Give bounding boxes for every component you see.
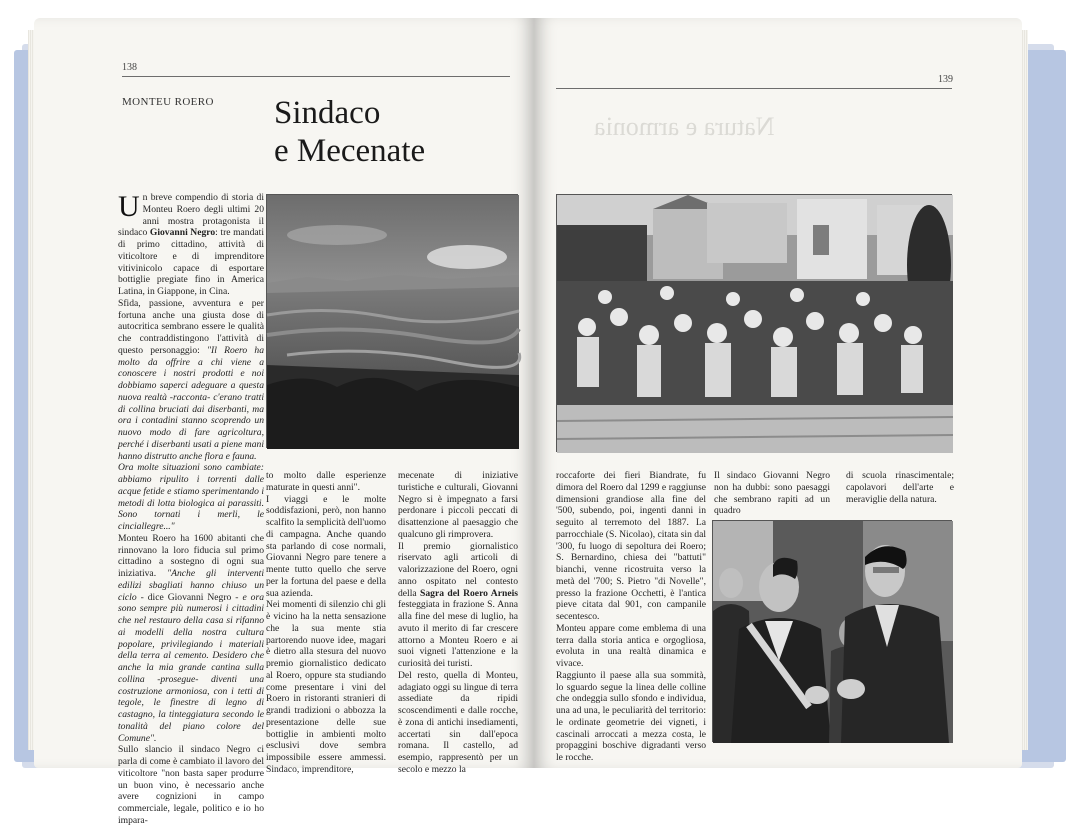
paragraph: Nei momenti di silenzio chi gli è vicino ha la netta sensazione che la sua mente stia partorendo nuove idee, magari è dietro alla stesura del nuovo premio giornalistico dedicato al Roero, oppure sta studiando come presentare i vini del Roero in ristoranti stranieri di grandi tradizioni o abbozza la presentazione delle sue bottiglie in ambienti molto esclusivi dove sembra impossibile essere ammessi. Sindaco, imprenditore, <box>266 599 386 775</box>
text-column-right-1 <box>556 470 706 762</box>
paragraph: Del resto, quella di Monteu, adagiato oggi su lingue di terra assediate da ripidi scoscendimenti e dalle rocche, è zona di antichi insediamenti, accertati sin dall'epoca romana. Il castello, ad esempio, rappresentò per un secolo e mezzo la <box>398 669 518 775</box>
right-page <box>534 18 1022 768</box>
paragraph: Il sindaco Giovanni Negro non ha dubbi: sono paesaggi che sembrano rapiti ad un quadro <box>714 470 830 517</box>
paragraph: Raggiunto il paese alla sua sommità, lo sguardo segue la linea delle colline che ondeggia sullo sfondo e individua, una ad una, le peculiarità del territorio: le ordinate geometrie dei vigneti, i cascinali arroccati a mezza costa, le propaggini boschive digradanti verso le rocche. <box>556 669 706 763</box>
paragraph <box>118 298 264 463</box>
crowd-photo <box>556 194 952 452</box>
drop-cap: U <box>118 190 140 223</box>
text-span: - dice Giovanni Negro - <box>136 591 243 603</box>
quote-span: "Anche gli interventi edilizi sbagliati hanno chiuso un ciclo <box>118 568 265 603</box>
quote-span: "Il Roero ha molto da offrire a chi viene a conoscere i nostri prodotti e noi dobbiamo saperci adeguare a questa nuova realtà -racconta- c'erano tratti di collina bruciati dai diserbanti, ma ora i contadini stanno scoprendo un nuovo modo di fare agricoltura, perché i diserbanti usati a piene mani hanno distrutto anche flora e fauna. <box>118 344 264 462</box>
paragraph: mecenate di iniziative turistiche e culturali, Giovanni Negro si è impegnato a farsi perdonare i piccoli peccati di disattenzione al paesaggio che qualcuno gli rimprovera. <box>398 470 518 540</box>
title-line-1: Sindaco <box>274 95 381 131</box>
text-span: Il premio giornalistico riservato agli articoli di valorizzazione del Roero, ogni anno ospitato nel contesto della <box>398 540 518 599</box>
text-column-3 <box>398 470 518 775</box>
text-span: Sfida, passione, avventura e per fortuna anche una giusta dose di autocritica sembrano essere le qualità che contraddistingono l'attività di questo personaggio: <box>118 297 264 356</box>
paragraph: Ora molte situazioni sono cambiate: abbiamo ripulito i torrenti dalle acque fetide e stiamo sperimentando i metodi di lotta biologica ai parassiti. Sono tornati i merli, le cinciallegre..." <box>118 462 264 532</box>
crowd-illustration <box>557 195 953 453</box>
paragraph: di scuola rinascimentale; capolavori dell'arte e meraviglie della natura. <box>846 470 954 505</box>
paragraph: roccaforte dei fieri Biandrate, fu dimora del Roero dal 1299 e raggiunse dimensioni grandiose alla fine del '500, subendo, poi, ingenti danni in seguito al terremoto del 1887. La parrocchiale (S. Nicolao), citata sin dal '300, fu luogo di sepoltura dei Roero; S. Bernardino, chiesa dei "battuti" bianchi, venne ricostruita verso la metà del '700; S. Pietro "di Novelle", presso la frazione Occhetti, è l'antica pieve citata dal 901, con campanile secentesco. <box>556 470 706 622</box>
header-rule-left <box>122 76 510 77</box>
paragraph <box>398 541 518 670</box>
running-head: MONTEU ROERO <box>122 96 214 108</box>
text-span: Monteu Roero ha 1600 abitanti che rinnovano la loro fiducia sul primo cittadino a sostegno di ogni sua iniziativa. <box>118 532 264 579</box>
text-column-2 <box>266 470 386 775</box>
article-title <box>274 94 425 170</box>
men-illustration <box>713 521 953 743</box>
mayor-photo <box>712 520 952 742</box>
page-number-left: 138 <box>122 62 137 73</box>
title-line-2: e Mecenate <box>274 133 426 169</box>
paragraph: to molto dalle esperienze maturate in questi anni". <box>266 470 386 493</box>
text-column-1 <box>118 190 265 826</box>
mayor-name: Giovanni Negro <box>149 227 216 239</box>
text-span: n breve compendio di storia di Monteu Roero degli ultimi 20 anni mostra protagonista il sindaco <box>118 192 264 239</box>
paragraph <box>118 533 264 745</box>
text-column-right-3 <box>846 470 954 522</box>
landscape-photo <box>266 194 518 448</box>
header-rule-right <box>556 88 952 89</box>
event-name: Sagra del Roero Arneis <box>420 587 518 599</box>
text-span: : tre mandati di primo cittadino, attività di viticoltore e di imprenditore vitivinicolo capace di esportare bottiglie pregiate fino in America Latina, in Giappone, in Cina. <box>118 227 264 297</box>
left-page <box>34 18 534 826</box>
paragraph <box>118 192 264 298</box>
paragraph: I viaggi e le molte soddisfazioni, però, non hanno scalfito la semplicità dell'uomo di campagna. Anche quando sta parlando di cose normali, Giovanni Negro pare tenere a mente tutto quello che serve per la fortuna del paese e della sua azienda. <box>266 493 386 599</box>
paragraph: Monteu appare come emblema di una terra dalla storia antica e orgogliosa, evoluta in una realtà dinamica e vivace. <box>556 622 706 669</box>
page-number-right: 139 <box>938 74 953 85</box>
text-column-right-2 <box>714 470 830 522</box>
landscape-illustration <box>267 195 519 449</box>
quote-span: e ora sono sempre più numerosi i cittadini che nel restauro della casa si rifanno ai modelli della nostra cultura popolare, privilegiando i materiali della terra al cemento. Desidero che anche la mia grande cantina sulla collina -prosegue- diventi una costruzione armoniosa, con i tetti di tegole, le finestre di legno di castagno, la tinteggiatura secondo le tonalità del piano colore del Comune". <box>118 591 264 744</box>
text-span: festeggiata in frazione S. Anna alla fine del mese di luglio, ha avuto il merito di far crescere attorno a Monteu Roero e ai suoi vigneti l'attenzione e la curiosità dei turisti. <box>398 599 518 669</box>
show-through-text: Natura e armonia <box>594 112 775 141</box>
paragraph: Sullo slancio il sindaco Negro ci parla di come è cambiato il lavoro del viticoltore "non basta saper produrre un buon vino, è necessario anche avere cognizioni in campo commerciale, legale, politico e io ho impara- <box>118 744 264 826</box>
